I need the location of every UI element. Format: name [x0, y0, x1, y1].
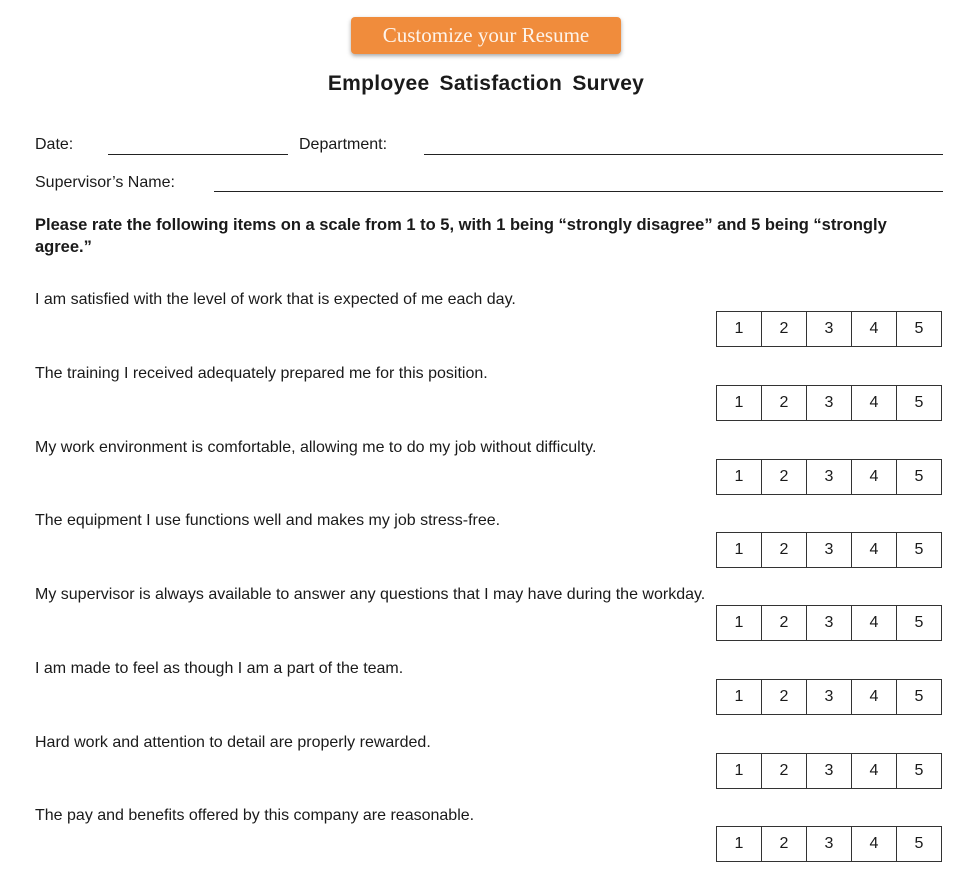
date-label: Date: [35, 136, 74, 153]
department-label: Department: [299, 136, 388, 153]
rating-option-3[interactable]: 3 [806, 533, 851, 567]
question-text: My work environment is comfortable, allowing me to do my job without difficulty. [35, 439, 597, 456]
rating-option-4[interactable]: 4 [851, 754, 896, 788]
rating-option-4[interactable]: 4 [851, 312, 896, 346]
supervisor-name-field[interactable] [214, 191, 943, 192]
rating-option-1[interactable]: 1 [734, 688, 744, 705]
rating-option-1[interactable]: 1 [734, 762, 744, 779]
rating-option-3[interactable]: 3 [806, 754, 851, 788]
rating-option-1[interactable]: 1 [734, 468, 744, 485]
rating-option-1[interactable]: 1 [734, 835, 744, 852]
rating-option-5[interactable]: 5 [896, 754, 941, 788]
customize-resume-button[interactable]: Customize your Resume [351, 17, 621, 54]
question-text: The pay and benefits offered by this company are reasonable. [35, 807, 475, 824]
rating-scale [716, 532, 942, 568]
rating-option-5[interactable]: 5 [896, 533, 941, 567]
question-text: I am made to feel as though I am a part of the team. [35, 660, 404, 677]
rating-scale [716, 459, 942, 495]
rating-option-3[interactable]: 3 [806, 312, 851, 346]
rating-option-5[interactable]: 5 [896, 312, 941, 346]
page-title: Employee Satisfaction Survey [327, 72, 645, 95]
rating-option-2[interactable]: 2 [761, 386, 806, 420]
rating-option-2[interactable]: 2 [761, 680, 806, 714]
rating-option-3[interactable]: 3 [806, 460, 851, 494]
rating-option-3[interactable]: 3 [806, 680, 851, 714]
rating-option-4[interactable]: 4 [851, 386, 896, 420]
rating-option-4[interactable]: 4 [851, 460, 896, 494]
rating-option-5[interactable]: 5 [896, 460, 941, 494]
rating-scale [716, 679, 942, 715]
rating-option-3[interactable]: 3 [806, 606, 851, 640]
rating-option-3[interactable]: 3 [806, 827, 851, 861]
rating-option-3[interactable]: 3 [806, 386, 851, 420]
date-field[interactable] [108, 154, 288, 155]
rating-option-4[interactable]: 4 [851, 680, 896, 714]
rating-option-4[interactable]: 4 [851, 827, 896, 861]
rating-option-2[interactable]: 2 [761, 754, 806, 788]
rating-scale [716, 826, 942, 862]
rating-instructions: Please rate the following items on a scale from 1 to 5, with 1 being “strongly disagree” and 5 being “strongly agree.” [35, 216, 887, 256]
rating-option-2[interactable]: 2 [761, 533, 806, 567]
rating-option-2[interactable]: 2 [761, 460, 806, 494]
rating-option-5[interactable]: 5 [896, 680, 941, 714]
rating-scale [716, 385, 942, 421]
rating-option-5[interactable]: 5 [896, 827, 941, 861]
rating-option-5[interactable]: 5 [896, 606, 941, 640]
rating-scale [716, 311, 942, 347]
supervisor-name-label: Supervisor’s Name: [35, 174, 175, 191]
question-text: The training I received adequately prepared me for this position. [35, 365, 488, 382]
rating-option-4[interactable]: 4 [851, 606, 896, 640]
question-text: The equipment I use functions well and makes my job stress-free. [35, 512, 501, 529]
question-text: My supervisor is always available to answer any questions that I may have during the workday. [35, 586, 706, 603]
rating-option-2[interactable]: 2 [761, 827, 806, 861]
rating-option-1[interactable]: 1 [734, 541, 744, 558]
rating-option-2[interactable]: 2 [761, 606, 806, 640]
rating-option-1[interactable]: 1 [734, 394, 744, 411]
rating-scale [716, 605, 942, 641]
rating-scale [716, 753, 942, 789]
question-text: Hard work and attention to detail are properly rewarded. [35, 734, 431, 751]
rating-option-1[interactable]: 1 [734, 320, 744, 337]
department-field[interactable] [424, 154, 943, 155]
rating-option-4[interactable]: 4 [851, 533, 896, 567]
rating-option-5[interactable]: 5 [896, 386, 941, 420]
question-text: I am satisfied with the level of work that is expected of me each day. [35, 291, 516, 308]
rating-option-1[interactable]: 1 [734, 614, 744, 631]
rating-option-2[interactable]: 2 [761, 312, 806, 346]
